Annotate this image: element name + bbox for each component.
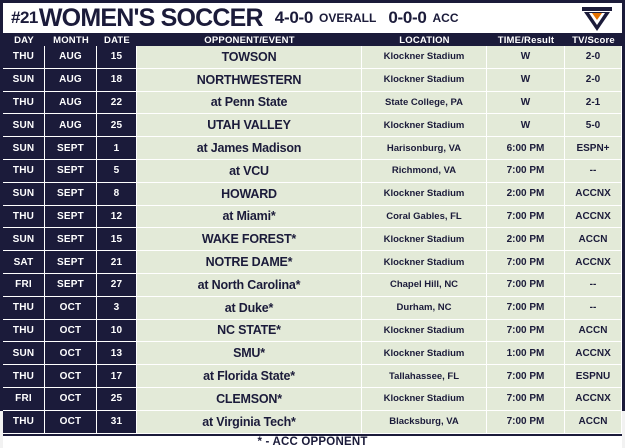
cell-location: Tallahassee, FL [362,365,487,387]
cell-opponent: SMU* [137,342,362,364]
cell-day: SUN [3,114,45,136]
cell-location: Klockner Stadium [362,388,487,410]
cell-location: Klockner Stadium [362,69,487,91]
page-title: WOMEN'S SOCCER [38,3,263,32]
cell-opponent: at Virginia Tech* [137,411,362,433]
table-row[interactable] [3,411,622,434]
cell-tv: ACCNX [565,251,622,273]
cell-date: 3 [97,297,137,319]
table-row[interactable] [3,320,622,343]
cell-month: SEPT [45,206,97,228]
table-row[interactable] [3,183,622,206]
cell-date: 8 [97,183,137,205]
cell-month: OCT [45,342,97,364]
cell-tv: -- [565,274,622,296]
cell-month: AUG [45,46,97,68]
cell-tv: 5-0 [565,114,622,136]
cell-month: AUG [45,92,97,114]
cell-location: Richmond, VA [362,160,487,182]
cell-date: 5 [97,160,137,182]
cell-tv: 2-1 [565,92,622,114]
cell-location: Klockner Stadium [362,251,487,273]
cell-day: SUN [3,342,45,364]
cell-time: W [487,69,565,91]
cell-day: SUN [3,228,45,250]
cell-month: SEPT [45,137,97,159]
cell-date: 25 [97,114,137,136]
table-row[interactable] [3,137,622,160]
cell-day: THU [3,206,45,228]
table-row[interactable] [3,228,622,251]
cell-time: 7:00 PM [487,206,565,228]
cell-month: OCT [45,411,97,433]
table-row[interactable] [3,342,622,365]
cell-date: 1 [97,137,137,159]
overall-record-label: OVERALL [318,11,377,25]
cell-location: Klockner Stadium [362,46,487,68]
cell-time: 7:00 PM [487,274,565,296]
cell-date: 17 [97,365,137,387]
virginia-cavaliers-logo-icon [580,3,614,33]
cell-opponent: WAKE FOREST* [137,228,362,250]
cell-time: 7:00 PM [487,251,565,273]
cell-date: 15 [97,228,137,250]
acc-record: 0-0-0 [388,8,427,27]
cell-tv: 2-0 [565,46,622,68]
cell-date: 18 [97,69,137,91]
cell-location: Chapel Hill, NC [362,274,487,296]
cell-month: OCT [45,297,97,319]
cell-tv: ESPNU [565,365,622,387]
cell-month: SEPT [45,183,97,205]
cell-day: THU [3,46,45,68]
cell-location: Klockner Stadium [362,114,487,136]
cell-date: 15 [97,46,137,68]
schedule-table-body [3,46,622,434]
cell-month: SEPT [45,160,97,182]
column-header-day: DAY [14,35,34,46]
cell-month: SEPT [45,228,97,250]
cell-date: 21 [97,251,137,273]
table-row[interactable] [3,206,622,229]
cell-day: THU [3,297,45,319]
cell-date: 25 [97,388,137,410]
acc-record-label: ACC [432,11,459,25]
cell-day: SUN [3,69,45,91]
cell-day: SUN [3,183,45,205]
cell-month: OCT [45,320,97,342]
cell-opponent: at James Madison [137,137,362,159]
cell-time: 7:00 PM [487,388,565,410]
cell-time: 7:00 PM [487,160,565,182]
cell-opponent: HOWARD [137,183,362,205]
cell-opponent: UTAH VALLEY [137,114,362,136]
table-row[interactable] [3,297,622,320]
cell-time: 7:00 PM [487,320,565,342]
table-row[interactable] [3,365,622,388]
table-row[interactable] [3,388,622,411]
cell-day: FRI [3,388,45,410]
cell-time: 7:00 PM [487,365,565,387]
title-bar [3,3,622,35]
cell-date: 10 [97,320,137,342]
column-header-tv: TV/Score [572,35,615,46]
table-row[interactable] [3,160,622,183]
cell-day: THU [3,160,45,182]
cell-opponent: at Miami* [137,206,362,228]
cell-opponent: at Duke* [137,297,362,319]
table-row[interactable] [3,92,622,115]
cell-location: Coral Gables, FL [362,206,487,228]
cell-tv: ACCN [565,320,622,342]
cell-time: W [487,114,565,136]
cell-opponent: at VCU [137,160,362,182]
cell-date: 13 [97,342,137,364]
cell-location: Blacksburg, VA [362,411,487,433]
column-header-date: DATE [104,35,130,46]
table-row[interactable] [3,114,622,137]
cell-day: THU [3,320,45,342]
cell-time: W [487,46,565,68]
cell-day: SUN [3,137,45,159]
cell-opponent: at Penn State [137,92,362,114]
column-header-location: LOCATION [399,35,450,46]
cell-opponent: TOWSON [137,46,362,68]
cell-time: 2:00 PM [487,183,565,205]
cell-tv: ACCN [565,228,622,250]
cell-opponent: at North Carolina* [137,274,362,296]
overall-record: 4-0-0 [274,8,313,27]
cell-tv: -- [565,160,622,182]
cell-tv: ESPN+ [565,137,622,159]
cell-day: THU [3,411,45,433]
cell-location: Klockner Stadium [362,183,487,205]
table-row[interactable] [3,69,622,92]
cell-day: SAT [3,251,45,273]
table-row[interactable] [3,274,622,297]
cell-month: AUG [45,114,97,136]
table-header-row [3,35,622,46]
column-header-time: TIME/Result [497,35,555,46]
cell-tv: ACCN [565,411,622,433]
cell-month: OCT [45,388,97,410]
cell-opponent: NC STATE* [137,320,362,342]
cell-time: 1:00 PM [487,342,565,364]
cell-location: Klockner Stadium [362,342,487,364]
cell-date: 12 [97,206,137,228]
cell-opponent: NORTHWESTERN [137,69,362,91]
cell-time: 7:00 PM [487,411,565,433]
cell-time: 2:00 PM [487,228,565,250]
cell-month: SEPT [45,251,97,273]
cell-month: OCT [45,365,97,387]
cell-tv: ACCNX [565,183,622,205]
cell-date: 31 [97,411,137,433]
cell-time: 6:00 PM [487,137,565,159]
cell-date: 27 [97,274,137,296]
table-row[interactable] [3,46,622,69]
cell-opponent: CLEMSON* [137,388,362,410]
column-header-opponent: OPPONENT/EVENT [204,35,295,46]
cell-tv: ACCNX [565,206,622,228]
cell-day: THU [3,365,45,387]
table-row[interactable] [3,251,622,274]
cell-location: Durham, NC [362,297,487,319]
cell-tv: ACCNX [565,388,622,410]
cell-time: W [487,92,565,114]
team-rank: #21 [11,8,38,27]
cell-tv: ACCNX [565,342,622,364]
cell-day: THU [3,92,45,114]
cell-month: AUG [45,69,97,91]
footnote: * - ACC OPPONENT [3,434,622,448]
cell-day: FRI [3,274,45,296]
cell-month: SEPT [45,274,97,296]
column-header-month: MONTH [53,35,89,46]
cell-tv: -- [565,297,622,319]
cell-location: Harisonburg, VA [362,137,487,159]
cell-time: 7:00 PM [487,297,565,319]
cell-tv: 2-0 [565,69,622,91]
cell-opponent: at Florida State* [137,365,362,387]
cell-location: Klockner Stadium [362,228,487,250]
cell-location: State College, PA [362,92,487,114]
cell-date: 22 [97,92,137,114]
cell-location: Klockner Stadium [362,320,487,342]
cell-opponent: NOTRE DAME* [137,251,362,273]
